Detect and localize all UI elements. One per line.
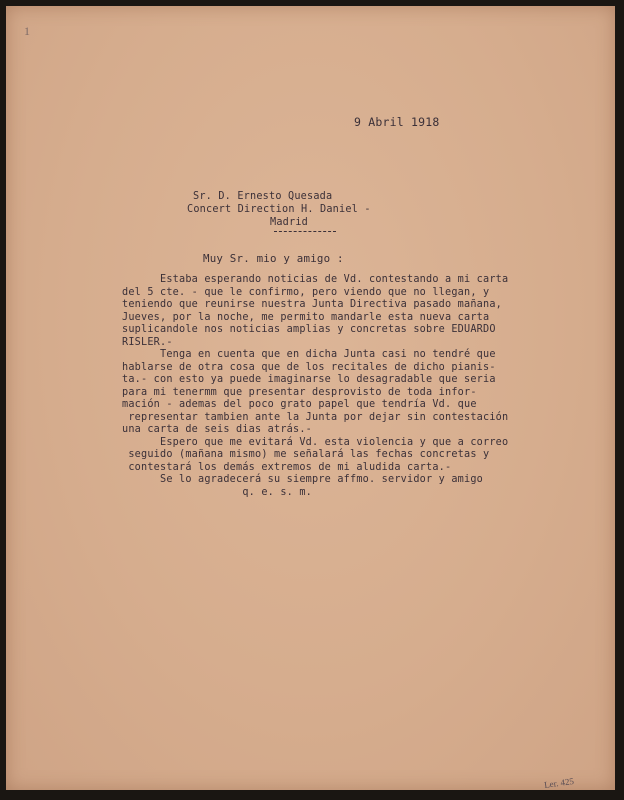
- body-line: Se lo agradecerá su siempre affmo. servidor y amigo: [122, 474, 484, 485]
- body-line: representar tambien ante la Junta por dejar sin contestación: [122, 411, 509, 423]
- letter-body: [122, 274, 508, 499]
- body-line: seguido (mañana mismo) me señalará las fechas concretas y: [122, 449, 490, 460]
- body-line: hablarse de otra cosa que de los recitales de dicho pianis-: [122, 361, 496, 373]
- recipient-company: Concert Direction H. Daniel -: [187, 204, 371, 215]
- body-line: Espero que me evitará Vd. esta violencia y que a correo: [122, 436, 509, 448]
- letter-page: [6, 6, 615, 790]
- page-number: 1: [24, 24, 30, 38]
- body-line: mación - ademas del poco grato papel que tendría Vd. que: [122, 399, 477, 410]
- body-line: para mi tenermm que presentar desprovisto de toda infor-: [122, 386, 477, 398]
- letter-date: 9 Abril 1918: [354, 115, 440, 129]
- address-divider: [274, 231, 336, 232]
- body-line: suplicandole nos noticias amplias y concretas sobre EDUARDO: [122, 324, 496, 335]
- body-line: Estaba esperando noticias de Vd. contestando a mi carta: [122, 274, 509, 285]
- body-line: q. e. s. m.: [122, 486, 313, 498]
- body-line: Jueves, por la noche, me permito mandarle esta nueva carta: [122, 311, 490, 323]
- recipient-city: Madrid: [270, 217, 309, 228]
- body-line: Tenga en cuenta que en dicha Junta casi no tendré que: [122, 349, 496, 360]
- body-line: RISLER.-: [122, 336, 173, 348]
- body-line: una carta de seis dias atrás.-: [122, 424, 313, 435]
- body-line: teniendo que reunirse nuestra Junta Directiva pasado mañana,: [122, 299, 503, 310]
- body-line: contestará los demás extremos de mi aludida carta.-: [122, 461, 452, 473]
- salutation: Muy Sr. mio y amigo :: [203, 252, 344, 265]
- body-line: ta.- con esto ya puede imaginarse lo desagradable que seria: [122, 374, 496, 385]
- archive-mark: Ler. 425: [543, 775, 575, 791]
- body-line: del 5 cte. - que le confirmo, pero viendo que no llegan, y: [122, 286, 490, 298]
- recipient-name: Sr. D. Ernesto Quesada: [193, 191, 333, 202]
